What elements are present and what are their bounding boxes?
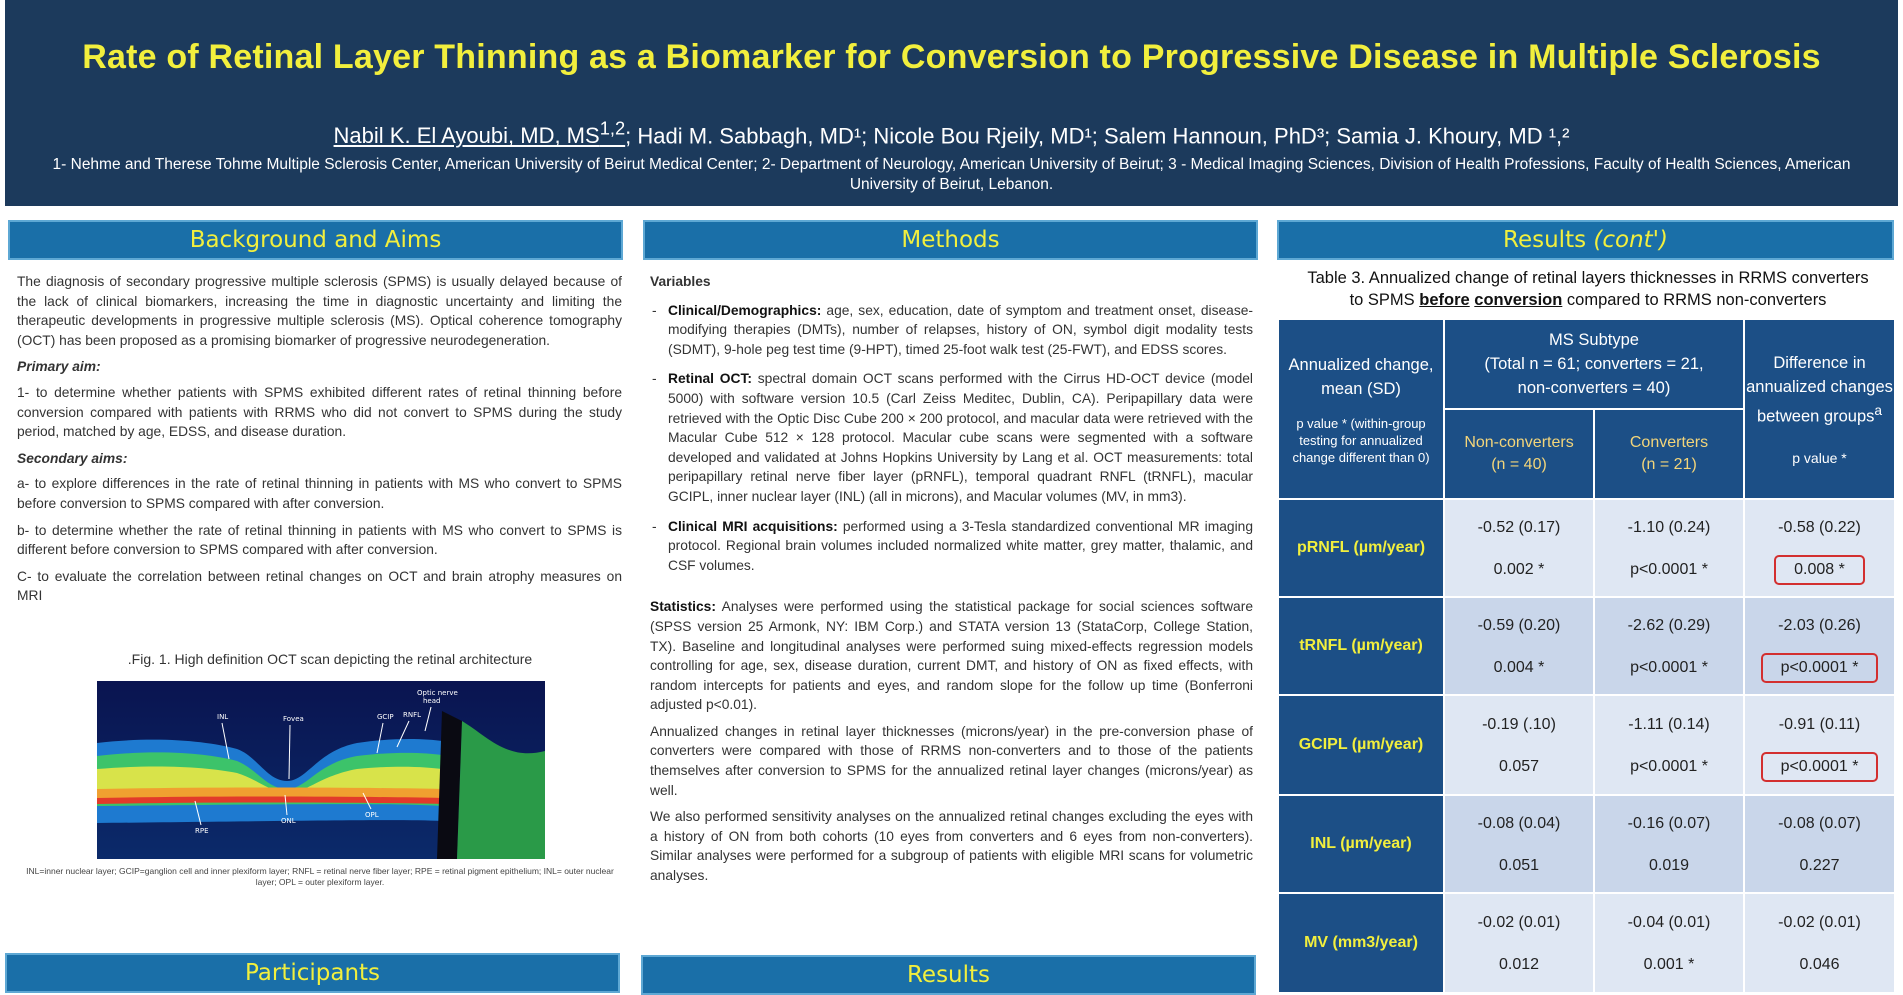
table-cell: -0.59 (0.20) 0.004 * xyxy=(1444,597,1594,695)
primary-aim-label: Primary aim: xyxy=(17,359,101,375)
table-caption: Table 3. Annualized change of retinal layers thicknesses in RRMS converters to SPMS before conversion compared to RRMS non-converters xyxy=(1307,269,1869,309)
table-cell: -0.91 (0.11) p<0.0001 * xyxy=(1744,695,1895,795)
secondary-aim-a: a- to explore differences in the rate of retinal thinning in patients with MS who convert to SPMS before conversion to SPMS compared with after conversion. xyxy=(17,476,622,511)
table-cell: -0.02 (0.01) 0.012 xyxy=(1444,893,1594,993)
table-cell: -0.02 (0.01) 0.046 xyxy=(1744,893,1895,993)
label-rnfl: RNFL xyxy=(403,711,422,719)
background-intro: The diagnosis of secondary progressive multiple sclerosis (SPMS) is usually delayed because of the lack of clinical biomarkers, increasing the time in diagnostic uncertainty and limiting the therapeutic developments in progressive multiple sclerosis (MS). Optical coherence tomography (OCT) has been proposed as a promising biomarker of progressive neurodegeneration. xyxy=(17,274,622,348)
secondary-aim-b: b- to determine whether the rate of retinal thinning in patients with MS who convert to SPMS is different before conversion to SPMS compared with after conversion. xyxy=(17,522,622,558)
primary-aim-1: 1- to determine whether patients with SPMS exhibited different rates of retinal thinning before conversion compared with patients with RRMS who did not convert to SPMS during the study period, matched by age, EDSS, and disease duration. xyxy=(17,384,622,440)
header-ms-subtype: MS Subtype (Total n = 61; converters = 21, non-converters = 40) xyxy=(1444,319,1744,409)
oct-scan-drawing xyxy=(97,681,545,859)
highlight-box: p<0.0001 * xyxy=(1761,752,1879,782)
results-table xyxy=(1277,318,1896,994)
statistics-paragraph: Statistics: Analyses were performed using the statistical package for social sciences software (SPSS version 25 Armonk, NY: IBM Corp.) and STATA version 13 (StataCorp, College Station, TX). Baseline and longitudinal analyses were performed suing mixed-effects regression models controlling for age, sex, disease duration, current DMT, and history of ON as fixed effects, with random intercepts for patients and eyes, and random slope for the follow up time (Bonferroni adjusted p<0.01). xyxy=(650,599,1253,713)
row-label: MV (mm3/year) xyxy=(1278,893,1444,993)
section-header-methods: Methods xyxy=(643,220,1258,260)
table-cell: -0.08 (0.07) 0.227 xyxy=(1744,795,1895,893)
table-cell: -2.03 (0.26) p<0.0001 * xyxy=(1744,597,1895,695)
table-row xyxy=(1278,695,1895,795)
row-label: tRNFL (µm/year) xyxy=(1278,597,1444,695)
table-cell: -0.19 (.10) 0.057 xyxy=(1444,695,1594,795)
affiliations: 1- Nehme and Therese Tohme Multiple Sclerosis Center, American University of Beirut Medical Center; 2- Department of Neurology, American University of Beirut; 3 - Medical Imaging Sciences, Division of Health Professions, Faculty of Health Sciences, American University of Beirut, Lebanon. xyxy=(52,156,1851,193)
background-column xyxy=(17,272,622,613)
header-difference: Difference in annualized changes between groups$^a$ p value * xyxy=(1744,319,1895,499)
oct-scan-image xyxy=(97,681,545,859)
table-row xyxy=(1278,499,1895,597)
label-optic-nerve-head: head xyxy=(423,697,441,705)
label-onl: ONL xyxy=(281,817,296,825)
table-row xyxy=(1278,795,1895,893)
header-annualized: Annualized change, mean (SD) p value * (within-group testing for annualized change different than 0) xyxy=(1278,319,1444,499)
highlight-box: 0.008 * xyxy=(1774,555,1865,585)
list-item: - Clinical/Demographics: age, sex, education, date of symptom and treatment onset, disease-modifying therapies (DMTs), number of relapses, history of ON, symbol digit modality tests (SDMT), 9-hole peg test time (9-HPT), timed 25-foot walk test (25-FWT), and EDSS scores. xyxy=(650,301,1253,360)
table-row xyxy=(1278,893,1895,993)
label-inl: INL xyxy=(217,713,229,721)
label-fovea: Fovea xyxy=(283,715,304,723)
label-gcip: GCIP xyxy=(377,713,394,721)
row-label: pRNFL (µm/year) xyxy=(1278,499,1444,597)
header-converters: Converters (n = 21) xyxy=(1594,409,1744,499)
figure-abbreviations: INL=inner nuclear layer; GCIP=ganglion cell and inner plexiform layer; RNFL = retinal nerve fiber layer; RPE = retinal pigment epithelium; INL= outer nuclear layer; OPL = outer plexiform layer. xyxy=(26,866,614,887)
section-header-results-cont: Results (cont') xyxy=(1277,220,1894,260)
table-cell: -0.58 (0.22) 0.008 * xyxy=(1744,499,1895,597)
secondary-aims-label: Secondary aims: xyxy=(17,450,128,466)
table-cell: -0.16 (0.07) 0.019 xyxy=(1594,795,1744,893)
author-list xyxy=(5,118,1898,149)
row-label: INL (µm/year) xyxy=(1278,795,1444,893)
list-item: - Retinal OCT: spectral domain OCT scans performed with the Cirrus HD-OCT device (model 5000) with software version 10.5 (Carl Zeiss Meditec, Dublin, CA). Peripapillary data were retrieved with the Optic Disc Cube 200 × 200 protocol, and macular data were retrieved with the Macular Cube 512 × 128 protocol. Macular cube scans were segmented with a software developed and validated at Johns Hopkins University by Lang et al. OCT measurements: total peripapillary retinal nerve fiber layer (pRNFL), temporal quadrant RNFL (tRNFL), macular GCIPL, inner nuclear layer (INL) (all in microns), and Macular volumes (MV, in mm3). xyxy=(650,369,1253,506)
table-row xyxy=(1278,597,1895,695)
table-cell: -2.62 (0.29) p<0.0001 * xyxy=(1594,597,1744,695)
table-cell: -1.10 (0.24) p<0.0001 * xyxy=(1594,499,1744,597)
annualized-paragraph: Annualized changes in retinal layer thicknesses (microns/year) in the pre-conversion phase of converters were compared with those of RRMS non-converters and to those of the patients themselves after conversion to SPMS for the annualized retinal layer changes (microns/year) as well. xyxy=(650,723,1253,798)
highlight-box: p<0.0001 * xyxy=(1761,653,1879,683)
methods-column xyxy=(650,272,1253,893)
section-header-results: Results xyxy=(641,955,1256,995)
figure-caption: .Fig. 1. High definition OCT scan depicting the retinal architecture xyxy=(127,651,533,667)
first-author: Nabil K. El Ayoubi, MD, MS$^{1,2}$ xyxy=(333,118,626,149)
table-cell: -0.08 (0.04) 0.051 xyxy=(1444,795,1594,893)
poster-title: Rate of Retinal Layer Thinning as a Biomarker for Conversion to Progressive Disease in Multiple Sclerosis xyxy=(82,38,1821,76)
label-rpe: RPE xyxy=(195,827,209,835)
sensitivity-paragraph: We also performed sensitivity analyses on the annualized retinal changes excluding the eyes with a history of ON from both cohorts (10 eyes from converters and 6 eyes from non-converters). Similar analyses were performed for a subgroup of patients with eligible MRI scans for volumetric analyses. xyxy=(650,809,1253,884)
poster-header xyxy=(5,0,1898,206)
table-cell: -0.04 (0.01) 0.001 * xyxy=(1594,893,1744,993)
table-cell: -1.11 (0.14) p<0.0001 * xyxy=(1594,695,1744,795)
other-authors: ; Hadi M. Sabbagh, MD¹; Nicole Bou Rjeily, MD¹; Salem Hannoun, PhD³; Samia J. Khoury, MD ¹,² xyxy=(625,123,1570,149)
label-opl: OPL xyxy=(365,811,379,819)
variables-label: Variables xyxy=(650,274,711,289)
methods-variables-list xyxy=(650,301,1253,576)
list-item: - Clinical MRI acquisitions: performed using a 3-Tesla standardized conventional MR imaging protocol. Regional brain volumes included normalized white matter, grey matter, thalamic, and CSF volumes. xyxy=(650,517,1253,576)
section-header-background: Background and Aims xyxy=(8,220,623,260)
row-label: GCIPL (µm/year) xyxy=(1278,695,1444,795)
secondary-aim-c: C- to evaluate the correlation between retinal changes on OCT and brain atrophy measures on MRI xyxy=(17,568,622,604)
header-non-converters: Non-converters (n = 40) xyxy=(1444,409,1594,499)
label-optic-nerve: Optic nerve xyxy=(417,689,458,697)
table-cell: -0.52 (0.17) 0.002 * xyxy=(1444,499,1594,597)
section-header-participants: Participants xyxy=(5,953,620,993)
